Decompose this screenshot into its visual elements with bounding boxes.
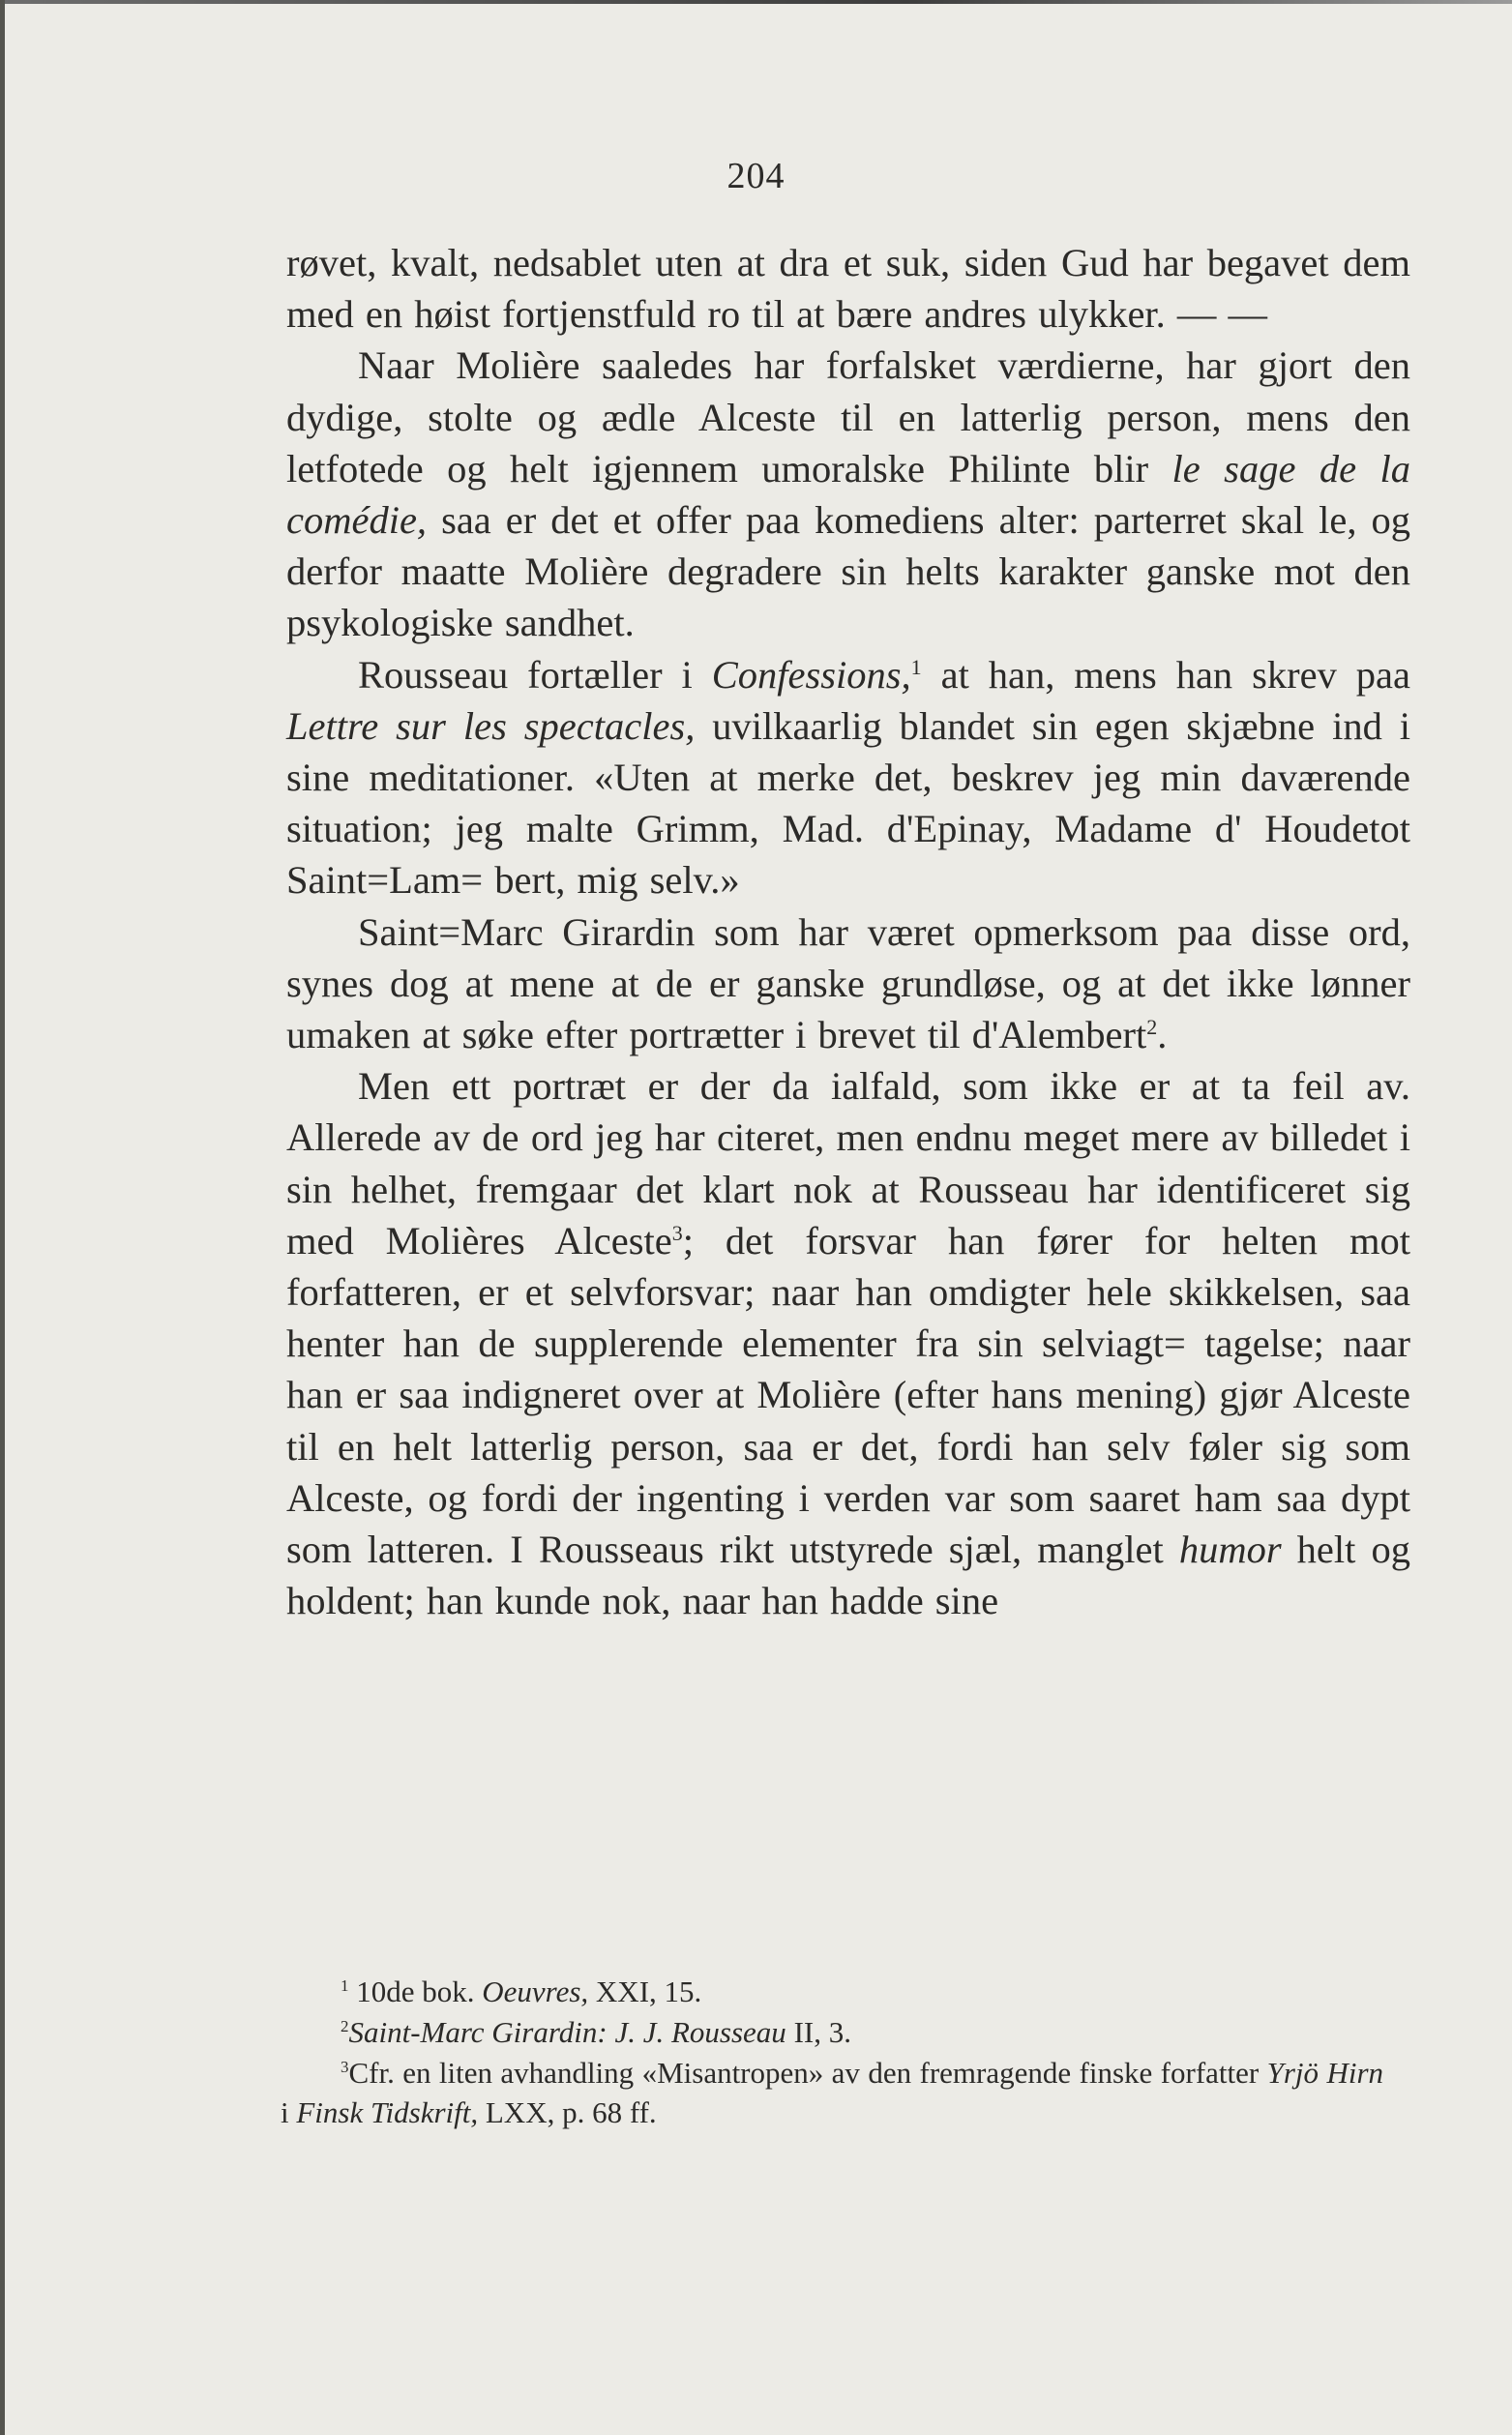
footnote-1 (281, 1972, 1383, 2012)
paragraph-2-text-b: saa er det et offer paa komediens alter: parterret skal le, og derfor maatte Molière degradere sin helts karakter ganske mot den psykologiske sandhet. (286, 498, 1410, 645)
footnote-3-text-c: LXX, p. 68 ff. (478, 2095, 657, 2130)
paragraph-3-italic-lettre: Lettre sur les spectacles, (286, 703, 696, 748)
paragraph-5-italic-humor: humor (1178, 1528, 1282, 1572)
footnote-3-italic-journal: Finsk Tidskrift, (296, 2095, 479, 2130)
paragraph-5 (286, 1060, 1410, 1626)
paragraph-2-text-a: Naar Molière saaledes har forfalsket værdierne, har gjort den dydige, stolte og ædle Alceste til en latterlig person, mens den letfotede og helt igjennem umoralske Philinte blir (286, 343, 1410, 490)
footnote-3-text-b: i (281, 2095, 297, 2130)
paragraph-5-text-b: ; det forsvar han fører for helten mot forfatteren, er et selvforsvar; naar han omdigter hele skikkelsen, saa henter han de supplerende elementer fra sin selviagt= tagelse; naar han er saa indigneret over at Molière (efter hans mening) gjør Alceste til en helt latterlig person, saa er det, fordi han selv føler sig som Alceste, og fordi der ingenting i verden var som saaret ham saa dypt som latteren. I Rousseaus rikt utstyrede sjæl, manglet (286, 1218, 1410, 1572)
paragraph-3-text-a: Rousseau fortæller i (358, 652, 712, 697)
footnote-ref-1: 1 (910, 654, 922, 679)
paragraph-5-text-c: helt og holdent; han kunde nok, naar han hadde sine (286, 1528, 1411, 1623)
paragraph-3-text-b: at han, mens han skrev paa (921, 652, 1410, 697)
footnote-ref-3: 3 (671, 1220, 683, 1245)
paragraph-3 (286, 649, 1410, 906)
paragraph-1: røvet, kvalt, nedsablet uten at dra et suk, siden Gud har begavet dem med en høist fortjenstfuld ro til at bære andres ulykker. — — (286, 241, 1410, 337)
footnotes (281, 1972, 1383, 2133)
footnote-1-italic: Oeuvres, (482, 1975, 589, 2008)
footnote-3-text-a: Cfr. en liten avhandling «Misantropen» av den fremragende finske forfatter (348, 2055, 1267, 2090)
footnote-2-mark: 2 (341, 2016, 349, 2035)
paragraph-4-text-b: . (1157, 1013, 1168, 1057)
footnote-3 (281, 2053, 1383, 2134)
footnote-1-mark: 1 (341, 1976, 349, 1995)
footnote-3-mark: 3 (341, 2057, 349, 2076)
footnote-2-text-b: II, 3. (786, 2014, 851, 2049)
footnote-1-text-b: XXI, 15. (588, 1975, 702, 2008)
footnote-3-italic-author: Yrjö Hirn (1266, 2055, 1384, 2090)
paragraph-4 (286, 906, 1410, 1061)
page-body-text (286, 237, 1410, 1626)
paragraph-3-text-c: uvilkaarlig blandet sin egen skjæbne ind i sine meditationer. «Uten at merke det, beskrev jeg min daværende situation; jeg malte Grimm, Mad. d'Epinay, Madame d' Houdetot Saint=Lam= bert, mig selv.» (286, 703, 1411, 903)
paragraph-3-italic-confessions: Confessions, (711, 652, 911, 697)
footnote-ref-2: 2 (1146, 1015, 1158, 1040)
paragraph-5-text-a: Men ett portræt er der da ialfald, som ikke er at ta feil av. Allerede av de ord jeg har citeret, men endnu meget mere av billedet i sin helhet, fremgaar det klart nok at Rousseau har identificeret sig med Molières Alceste (286, 1064, 1410, 1262)
page-number: 204 (726, 156, 786, 196)
footnote-2 (281, 2012, 1383, 2053)
paragraph-4-text-a: Saint=Marc Girardin som har været opmerksom paa disse ord, synes dog at mene at de er ganske grundløse, og at det ikke lønner umaken at søke efter portrætter i brevet til d'Alembert (286, 909, 1410, 1057)
footnote-2-italic: Saint-Marc Girardin: J. J. Rousseau (348, 2014, 786, 2049)
footnote-1-text-a: 10de bok. (348, 1975, 483, 2008)
paragraph-2 (286, 340, 1410, 648)
paragraph-2-italic: le sage de la comédie, (286, 446, 1410, 543)
